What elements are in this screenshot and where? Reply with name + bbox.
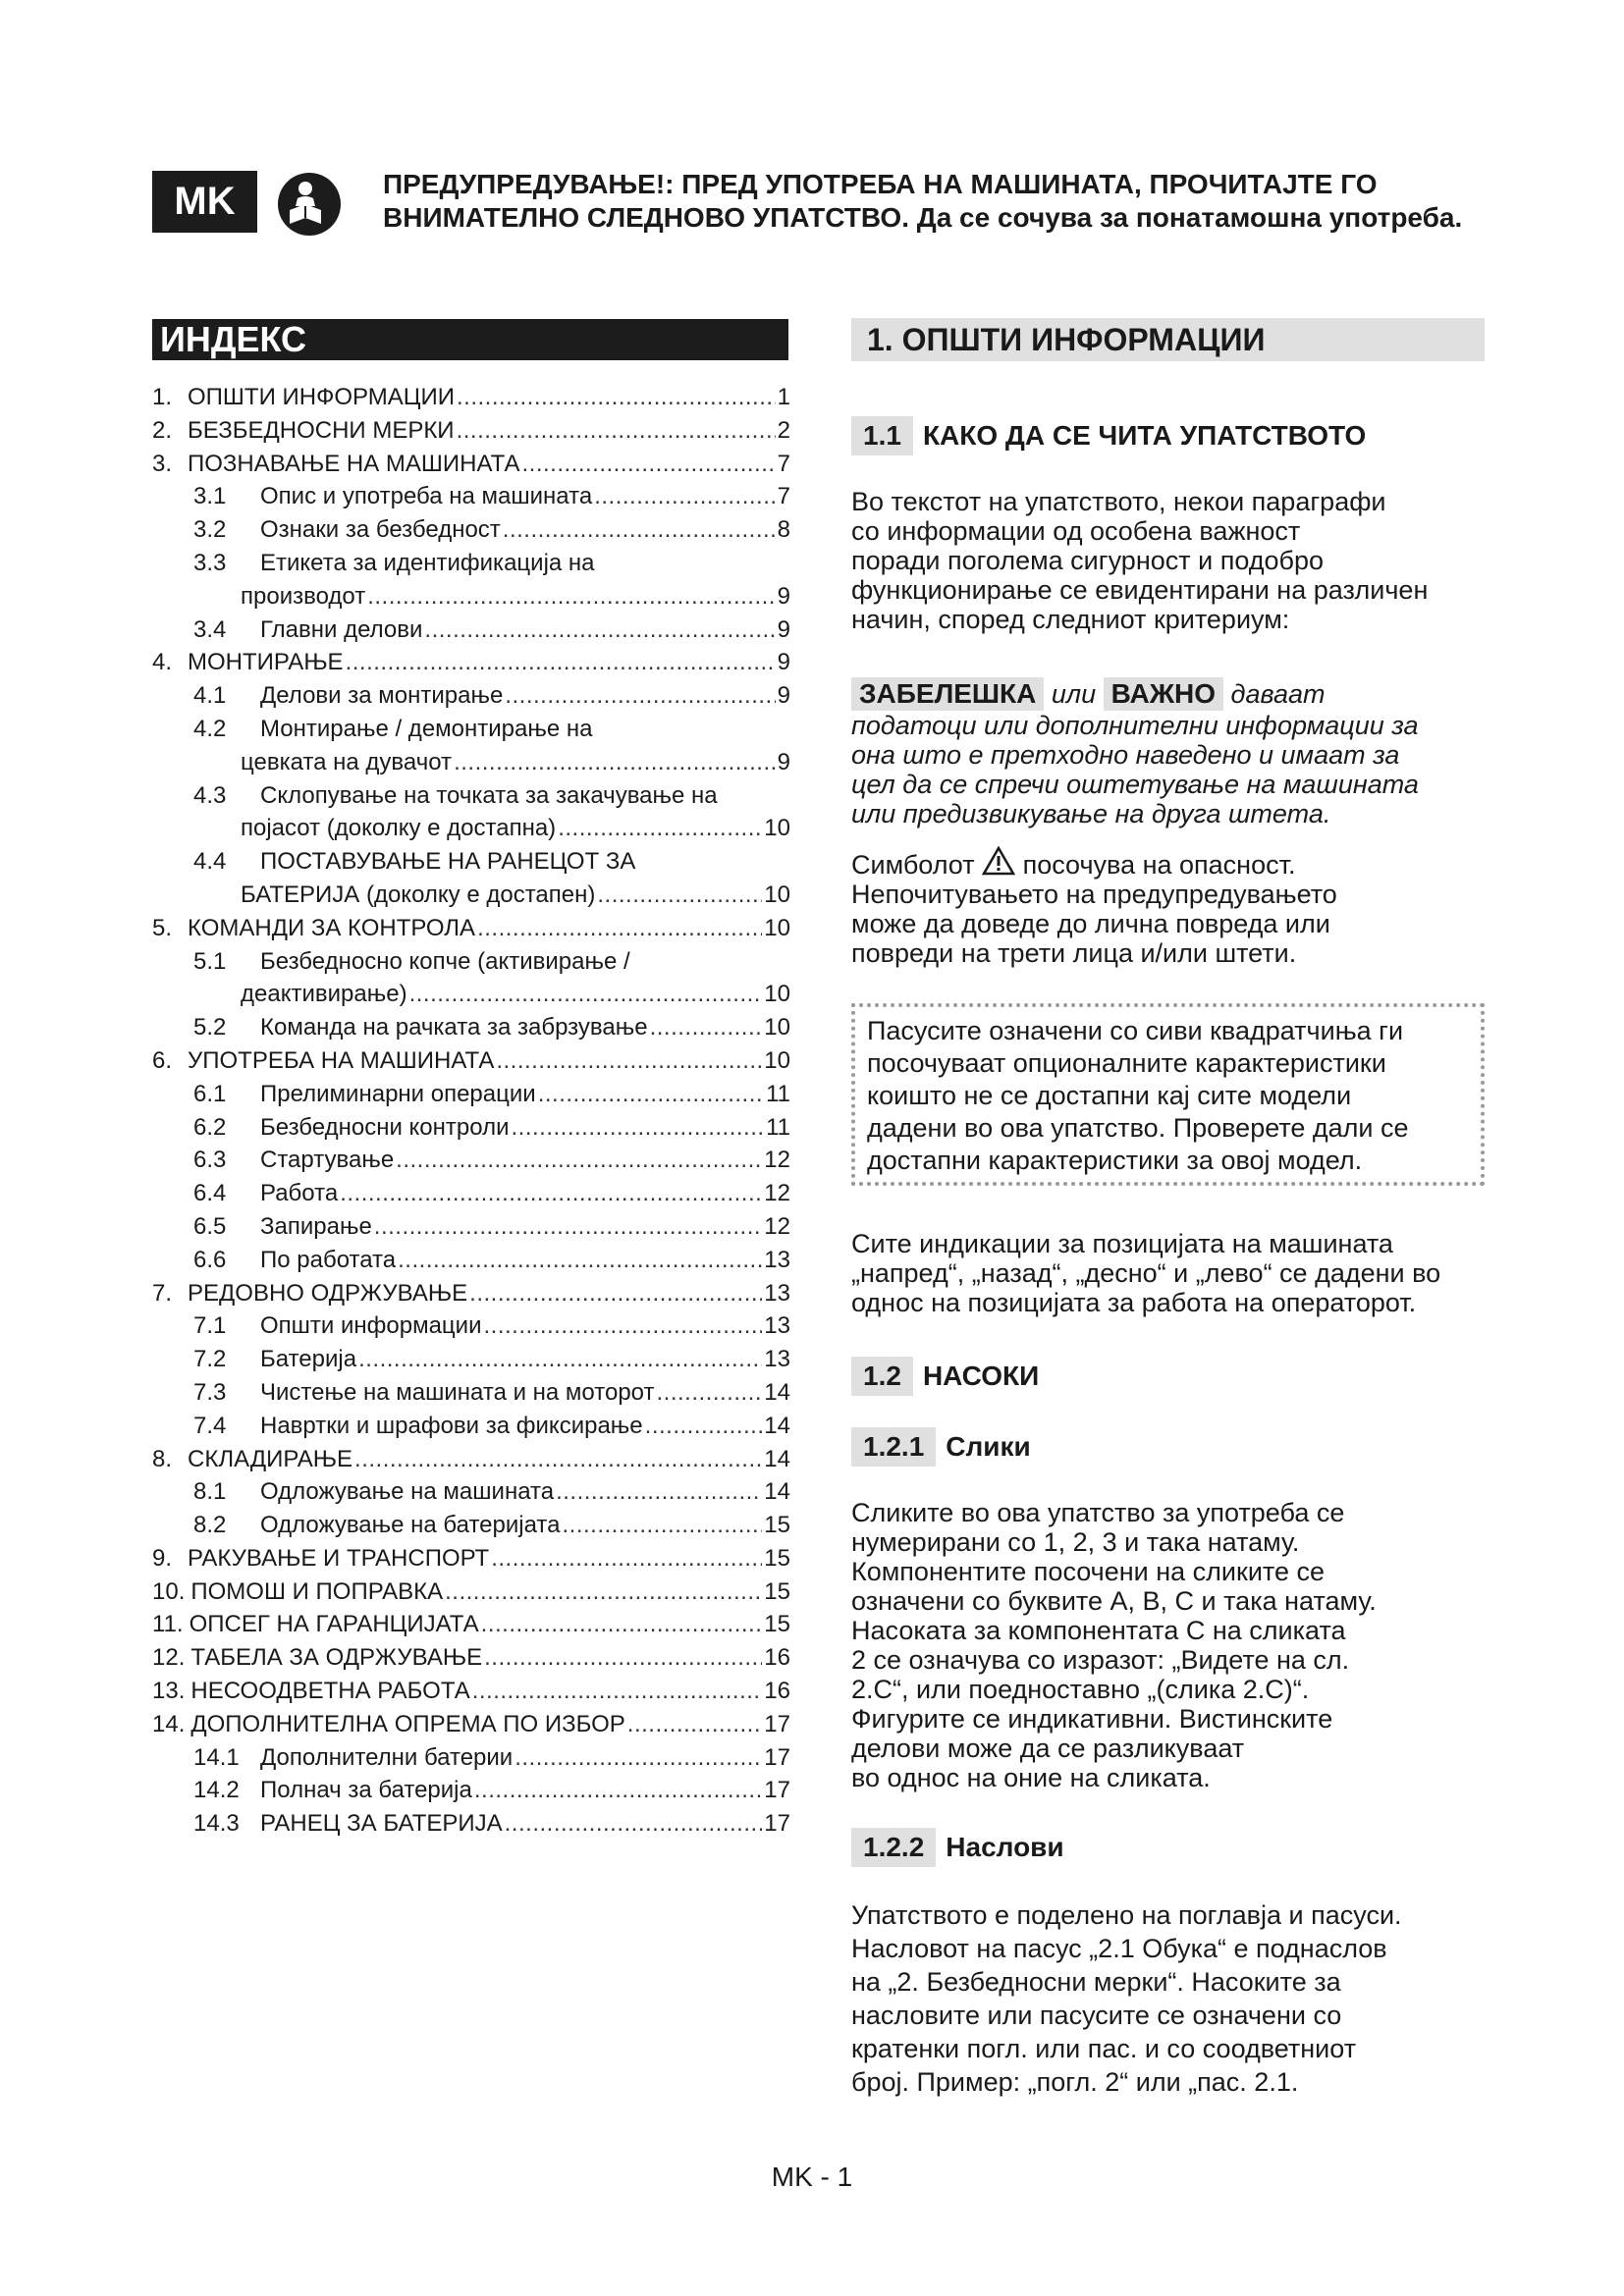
toc-entry <box>152 746 790 779</box>
headings-paragraph <box>851 1898 1480 2099</box>
section-1-title: 1. ОПШТИ ИНФОРМАЦИИ <box>851 318 1485 361</box>
text-line: делови може да се разликуваат <box>851 1734 1245 1763</box>
toc-title: ОПШТИ ИНФОРМАЦИИ <box>188 384 455 410</box>
toc-page-number: 13 <box>764 1312 790 1340</box>
text-line: „напред“, „назад“, „десно“ и „лево“ се дадени во <box>851 1258 1441 1288</box>
figures-paragraph <box>851 1498 1480 1792</box>
toc-leader-dots <box>563 1509 763 1542</box>
toc-leader-dots <box>346 646 776 679</box>
text-line: Пасусите означени со сиви квадратчиња ги <box>867 1016 1404 1045</box>
toc-number: 6.5 <box>193 1212 227 1240</box>
toc-entry <box>152 1575 790 1609</box>
toc-title: Етикета за идентификација на <box>260 549 595 576</box>
or-word: или <box>1051 679 1097 709</box>
toc-number: 13. <box>152 1678 186 1705</box>
text-line: податоци или дополнителни информации за <box>851 711 1419 740</box>
text-line: може да доведе до лична повреда или <box>851 909 1330 938</box>
toc-page-number: 10 <box>764 1014 790 1041</box>
toc-title: Безбедносно копче (активирање / <box>260 947 630 975</box>
text-line: дадени во ова упатство. Проверете дали се <box>867 1113 1409 1143</box>
toc-page-number: 12 <box>764 1212 790 1240</box>
toc-leader-dots <box>556 1475 762 1509</box>
toc-page-number: 17 <box>764 1710 790 1737</box>
toc-entry <box>152 1410 790 1443</box>
toc-number: 14. <box>152 1710 186 1737</box>
text-line: Насоката за компонентата C на сликата <box>851 1616 1346 1645</box>
toc-page-number: 11 <box>766 1080 790 1107</box>
text-line: достапни карактеристики за овој модел. <box>867 1146 1363 1175</box>
toc-title: Запирање <box>260 1212 372 1240</box>
toc-entry <box>152 1741 790 1775</box>
toc-page-number: 7 <box>777 483 790 510</box>
toc-entry <box>152 1144 790 1177</box>
toc-leader-dots <box>505 679 775 713</box>
toc-title: Навртки и шрафови за фиксирање <box>260 1412 643 1439</box>
toc-leader-dots <box>511 1111 764 1145</box>
toc-page-number: 9 <box>777 649 790 676</box>
toc-entry <box>152 646 790 679</box>
reading-instructions <box>851 487 1480 634</box>
toc-entry <box>152 845 790 879</box>
toc-page-number: 7 <box>777 450 790 477</box>
toc-title: Склопување на точката за закачување на <box>260 781 718 809</box>
toc-leader-dots <box>656 1376 762 1410</box>
toc-entry <box>152 414 790 448</box>
toc-leader-dots <box>374 1210 763 1244</box>
toc-leader-dots <box>521 448 775 481</box>
toc-number: 10. <box>152 1577 186 1605</box>
toc-leader-dots <box>469 1277 762 1310</box>
toc-number: 9. <box>152 1544 173 1572</box>
section-title: КАКО ДА СЕ ЧИТА УПАТСТВОТО <box>922 420 1367 451</box>
toc-leader-dots <box>367 580 775 614</box>
toc-entry <box>152 679 790 713</box>
toc-title: Команда на рачката за забрзување <box>260 1014 648 1041</box>
toc-title: ДОПОЛНИТЕЛНА ОПРЕМА ПО ИЗБОР <box>190 1710 625 1737</box>
toc-page-number: 17 <box>764 1777 790 1804</box>
toc-number: 7.2 <box>193 1346 227 1373</box>
toc-number: 14.3 <box>193 1810 240 1838</box>
toc-page-number: 17 <box>764 1810 790 1838</box>
toc-title: МОНТИРАЊЕ <box>188 649 344 676</box>
text-line: однос на позицијата за работа на операторот. <box>851 1288 1417 1317</box>
toc-entry <box>152 1542 790 1575</box>
toc-page-number: 12 <box>764 1147 790 1174</box>
section-number: 1.2.1 <box>851 1427 936 1467</box>
toc-title: БЕЗБЕДНОСНИ МЕРКИ <box>188 416 455 444</box>
warning-line-1: ПРЕДУПРЕДУВАЊЕ!: ПРЕД УПОТРЕБА НА МАШИНАТА, ПРОЧИТАЈТЕ ГО <box>383 169 1378 199</box>
toc-entry <box>152 1675 790 1708</box>
toc-entry <box>152 547 790 580</box>
toc-entry <box>152 1509 790 1542</box>
toc-entry <box>152 1277 790 1310</box>
toc-title: деактивирање) <box>241 981 407 1008</box>
toc-leader-dots <box>474 1774 762 1807</box>
toc-leader-dots <box>409 978 763 1011</box>
toc-entry <box>152 513 790 547</box>
toc-title: НЕСООДВЕТНА РАБОТА <box>190 1678 470 1705</box>
text-line: поради поголема сигурност и подобро <box>851 546 1325 575</box>
text-line: начин, според следниот критериум: <box>851 605 1290 634</box>
symbol-prefix: Симболот <box>851 850 975 880</box>
toc-number: 7. <box>152 1279 173 1307</box>
toc-number: 4.4 <box>193 848 227 876</box>
toc-leader-dots <box>503 513 776 547</box>
toc-page-number: 14 <box>764 1445 790 1472</box>
text-line: коишто не се достапни кај сите модели <box>867 1081 1352 1110</box>
toc-leader-dots <box>457 381 776 414</box>
text-line: нумерирани со 1, 2, 3 и така натаму. <box>851 1527 1300 1557</box>
positions-paragraph <box>851 1229 1480 1317</box>
toc-number: 6. <box>152 1046 173 1074</box>
toc-page-number: 10 <box>764 981 790 1008</box>
toc-entry <box>152 912 790 945</box>
toc-title: ОПСЕГ НА ГАРАНЦИЈАТА <box>189 1611 479 1638</box>
text-line: Во текстот на упатството, некои параграфи <box>851 487 1386 516</box>
toc-number: 5.2 <box>193 1014 227 1041</box>
toc-leader-dots <box>627 1708 763 1741</box>
toc-number: 14.1 <box>193 1743 240 1771</box>
toc-page-number: 15 <box>764 1611 790 1638</box>
toc-page-number: 10 <box>764 815 790 842</box>
toc-number: 6.1 <box>193 1080 227 1107</box>
toc-entry <box>152 1111 790 1145</box>
toc-page-number: 8 <box>777 516 790 544</box>
section-1-2-2-heading <box>851 1828 1064 1867</box>
warning-line-2: ВНИМАТЕЛНО СЛЕДНОВО УПАТСТВО. Да се сочува за понатамошна употреба. <box>383 202 1463 233</box>
text-line: повреди на трети лица и/или штети. <box>851 938 1297 968</box>
section-title: Наслови <box>946 1832 1064 1862</box>
toc-entry <box>152 1078 790 1111</box>
text-line: 2 се означува со изразот: „Видете на сл. <box>851 1645 1350 1675</box>
text-line: Насловот на пасус „2.1 Обука“ е поднаслов <box>851 1934 1387 1963</box>
toc-title: Одложување на машината <box>260 1478 555 1506</box>
section-number: 1.1 <box>851 416 913 455</box>
toc-leader-dots <box>594 480 775 513</box>
section-number: 1.2 <box>851 1357 913 1396</box>
text-line: број. Пример: „погл. 2“ или „пас. 2.1. <box>851 2067 1299 2097</box>
toc-title: ПОСТАВУВАЊЕ НА РАНЕЦОТ ЗА <box>260 848 636 876</box>
toc-title: цевката на дувачот <box>241 748 453 775</box>
toc-leader-dots <box>477 912 762 945</box>
toc-entry <box>152 1608 790 1641</box>
toc-title: Монтирање / демонтирање на <box>260 715 593 742</box>
toc-page-number: 1 <box>777 384 790 410</box>
toc-title: Безбедносни контроли <box>260 1113 510 1141</box>
language-badge: MK <box>152 171 257 233</box>
toc-number: 3.3 <box>193 549 227 576</box>
toc-leader-dots <box>650 1011 763 1044</box>
toc-title: РАКУВАЊЕ И ТРАНСПОРТ <box>188 1544 490 1572</box>
note-after-word: даваат <box>1230 679 1326 709</box>
toc-number: 8. <box>152 1445 173 1472</box>
toc-number: 4. <box>152 649 173 676</box>
toc-title: РЕДОВНО ОДРЖУВАЊЕ <box>188 1279 468 1307</box>
warning-triangle-icon <box>982 846 1015 876</box>
text-line: на „2. Безбедносни мерки“. Насоките за <box>851 1967 1341 1997</box>
toc-page-number: 9 <box>777 582 790 610</box>
text-line: функционирање се евидентирани на различен <box>851 575 1429 605</box>
toc-page-number: 10 <box>764 881 790 908</box>
text-line: кратенки погл. или пас. и со соодветниот <box>851 2034 1357 2063</box>
toc-entry <box>152 1343 790 1376</box>
toc-title: Одложување на батеријата <box>260 1512 561 1539</box>
section-number: 1.2.2 <box>851 1828 936 1867</box>
toc-title: Чистење на машината и на моторот <box>260 1378 655 1406</box>
toc-number: 2. <box>152 416 173 444</box>
text-line: Непочитувањето на предупредувањето <box>851 880 1337 909</box>
note-tag: ЗАБЕЛЕШКА <box>851 677 1044 711</box>
toc-leader-dots <box>354 1443 762 1476</box>
toc-leader-dots <box>558 812 762 845</box>
toc-number: 6.6 <box>193 1246 227 1273</box>
safety-warning <box>383 168 1512 235</box>
toc-entry <box>152 1376 790 1410</box>
toc-leader-dots <box>445 1575 762 1609</box>
text-line: она што е претходно наведено и имаат за <box>851 740 1400 770</box>
toc-page-number: 12 <box>764 1180 790 1207</box>
toc-page-number: 17 <box>764 1743 790 1771</box>
text-line: Сите индикации за позицијата на машината <box>851 1229 1393 1258</box>
toc-page-number: 13 <box>764 1279 790 1307</box>
optional-features-box <box>851 1003 1485 1186</box>
toc-page-number: 13 <box>764 1346 790 1373</box>
toc-entry <box>152 480 790 513</box>
text-line: насловите или пасусите се означени со <box>851 2001 1342 2030</box>
toc-number: 4.1 <box>193 682 227 710</box>
toc-entry <box>152 1708 790 1741</box>
note-explanation <box>851 677 1480 828</box>
toc-entry <box>152 580 790 614</box>
toc-title: КОМАНДИ ЗА КОНТРОЛА <box>188 914 476 941</box>
toc-number: 7.4 <box>193 1412 227 1439</box>
toc-leader-dots <box>340 1177 762 1210</box>
page-number: MK - 1 <box>771 2162 853 2192</box>
toc-page-number: 9 <box>777 682 790 710</box>
toc-leader-dots <box>505 1807 763 1841</box>
toc-page-number: 14 <box>764 1378 790 1406</box>
toc-leader-dots <box>645 1410 763 1443</box>
text-line: Фигурите се индикативни. Вистинските <box>851 1704 1333 1734</box>
toc-page-number: 15 <box>764 1577 790 1605</box>
toc-number: 1. <box>152 384 173 410</box>
read-manual-icon <box>276 171 343 238</box>
index-title: ИНДЕКС <box>152 319 788 360</box>
section-1-2-1-heading <box>851 1427 1031 1467</box>
toc-entry <box>152 1807 790 1841</box>
toc-title: ПОЗНАВАЊЕ НА МАШИНАТА <box>188 450 520 477</box>
toc-title: Општи информации <box>260 1312 482 1340</box>
toc-title: СКЛАДИРАЊЕ <box>188 1445 353 1472</box>
toc-entry <box>152 1044 790 1078</box>
toc-entry <box>152 812 790 845</box>
toc-title: Стартување <box>260 1147 395 1174</box>
toc-number: 3.1 <box>193 483 227 510</box>
toc-title: појасот (доколку е достапна) <box>241 815 557 842</box>
toc-leader-dots <box>514 1741 762 1775</box>
toc-title: Делови за монтирање <box>260 682 504 710</box>
toc-entry <box>152 779 790 813</box>
toc-title: Ознаки за безбедност <box>260 516 501 544</box>
text-line: со информации од особена важност <box>851 516 1301 546</box>
toc-leader-dots <box>398 1244 762 1277</box>
toc-title: Опис и употреба на машината <box>260 483 593 510</box>
toc-entry <box>152 1443 790 1476</box>
toc-title: ПОМОШ И ПОПРАВКА <box>190 1577 444 1605</box>
toc-entry <box>152 945 790 979</box>
toc-page-number: 16 <box>764 1678 790 1705</box>
toc-page-number: 15 <box>764 1512 790 1539</box>
toc-number: 4.2 <box>193 715 227 742</box>
toc-number: 8.1 <box>193 1478 227 1506</box>
toc-number: 4.3 <box>193 781 227 809</box>
text-line: Упатството е поделено на поглавја и пасуси. <box>851 1900 1402 1930</box>
toc-leader-dots <box>597 879 762 912</box>
toc-entry <box>152 1210 790 1244</box>
toc-page-number: 10 <box>764 914 790 941</box>
toc-number: 6.4 <box>193 1180 227 1207</box>
toc-title: Полнач за батерија <box>260 1777 472 1804</box>
toc-leader-dots <box>454 746 776 779</box>
danger-symbol-explanation <box>851 846 1480 968</box>
toc-number: 7.1 <box>193 1312 227 1340</box>
toc-page-number: 10 <box>764 1046 790 1074</box>
toc-number: 12. <box>152 1644 186 1672</box>
toc-title: производот <box>241 582 366 610</box>
section-title: Слики <box>946 1431 1031 1462</box>
toc-page-number: 9 <box>777 748 790 775</box>
text-line: означени со буквите A, B, C и така натаму. <box>851 1586 1377 1616</box>
toc-leader-dots <box>396 1144 762 1177</box>
toc-page-number: 16 <box>764 1644 790 1672</box>
toc-number: 3.2 <box>193 516 227 544</box>
toc-entry <box>152 1641 790 1675</box>
text-line: Сликите во ова упатство за употреба се <box>851 1498 1345 1527</box>
toc-title: ТАБЕЛА ЗА ОДРЖУВАЊЕ <box>190 1644 483 1672</box>
toc-title: Работа <box>260 1180 339 1207</box>
toc-leader-dots <box>538 1078 764 1111</box>
toc-title: По работата <box>260 1246 397 1273</box>
toc-entry <box>152 1774 790 1807</box>
toc-leader-dots <box>484 1641 762 1675</box>
toc-title: БАТЕРИЈА (доколку е достапен) <box>241 881 596 908</box>
toc-title: УПОТРЕБА НА МАШИНАТА <box>188 1046 495 1074</box>
toc-number: 5.1 <box>193 947 227 975</box>
toc-entry <box>152 978 790 1011</box>
toc-title: Главни делови <box>260 615 423 643</box>
toc-entry <box>152 1309 790 1343</box>
toc-entry <box>152 713 790 746</box>
table-of-contents <box>152 381 790 1841</box>
toc-leader-dots <box>358 1343 762 1376</box>
toc-title: Прелиминарни операции <box>260 1080 536 1107</box>
toc-number: 14.2 <box>193 1777 240 1804</box>
toc-leader-dots <box>484 1309 763 1343</box>
text-line: во однос на оние на сликата. <box>851 1763 1211 1792</box>
toc-page-number: 15 <box>764 1544 790 1572</box>
toc-leader-dots <box>491 1542 762 1575</box>
toc-page-number: 14 <box>764 1478 790 1506</box>
text-line: цел да се спречи оштетување на машината <box>851 770 1419 799</box>
toc-page-number: 14 <box>764 1412 790 1439</box>
toc-leader-dots <box>496 1044 762 1078</box>
text-line: Компонентите посочени на сликите се <box>851 1557 1326 1586</box>
toc-number: 6.3 <box>193 1147 227 1174</box>
toc-entry <box>152 879 790 912</box>
toc-page-number: 2 <box>777 416 790 444</box>
toc-number: 3. <box>152 450 173 477</box>
toc-entry <box>152 1177 790 1210</box>
section-title: НАСОКИ <box>922 1361 1040 1391</box>
toc-number: 11. <box>152 1611 184 1638</box>
toc-number: 3.4 <box>193 615 227 643</box>
toc-number: 7.3 <box>193 1378 227 1406</box>
text-line: посочуваат опционалните карактеристики <box>867 1048 1386 1078</box>
toc-number: 6.2 <box>193 1113 227 1141</box>
toc-leader-dots <box>424 614 775 647</box>
toc-title: Дополнителни батерии <box>260 1743 514 1771</box>
toc-leader-dots <box>481 1608 763 1641</box>
toc-leader-dots <box>457 414 776 448</box>
toc-title: РАНЕЦ ЗА БАТЕРИЈА <box>260 1810 503 1838</box>
important-tag: ВАЖНО <box>1104 677 1223 711</box>
toc-title: Батерија <box>260 1346 357 1373</box>
toc-entry <box>152 381 790 414</box>
toc-leader-dots <box>472 1675 763 1708</box>
toc-number: 5. <box>152 914 173 941</box>
toc-entry <box>152 614 790 647</box>
symbol-suffix: посочува на опасност. <box>1022 850 1296 880</box>
toc-page-number: 13 <box>764 1246 790 1273</box>
toc-entry <box>152 1011 790 1044</box>
section-1-2-heading <box>851 1357 1039 1396</box>
toc-entry <box>152 1475 790 1509</box>
text-line: 2.C“, или поедноставно „(слика 2.C)“. <box>851 1675 1310 1704</box>
section-1-1-heading <box>851 416 1366 455</box>
toc-entry <box>152 448 790 481</box>
toc-entry <box>152 1244 790 1277</box>
toc-page-number: 9 <box>777 615 790 643</box>
text-line: или предизвикување на друга штета. <box>851 799 1331 828</box>
toc-page-number: 11 <box>766 1113 790 1141</box>
toc-number: 8.2 <box>193 1512 227 1539</box>
